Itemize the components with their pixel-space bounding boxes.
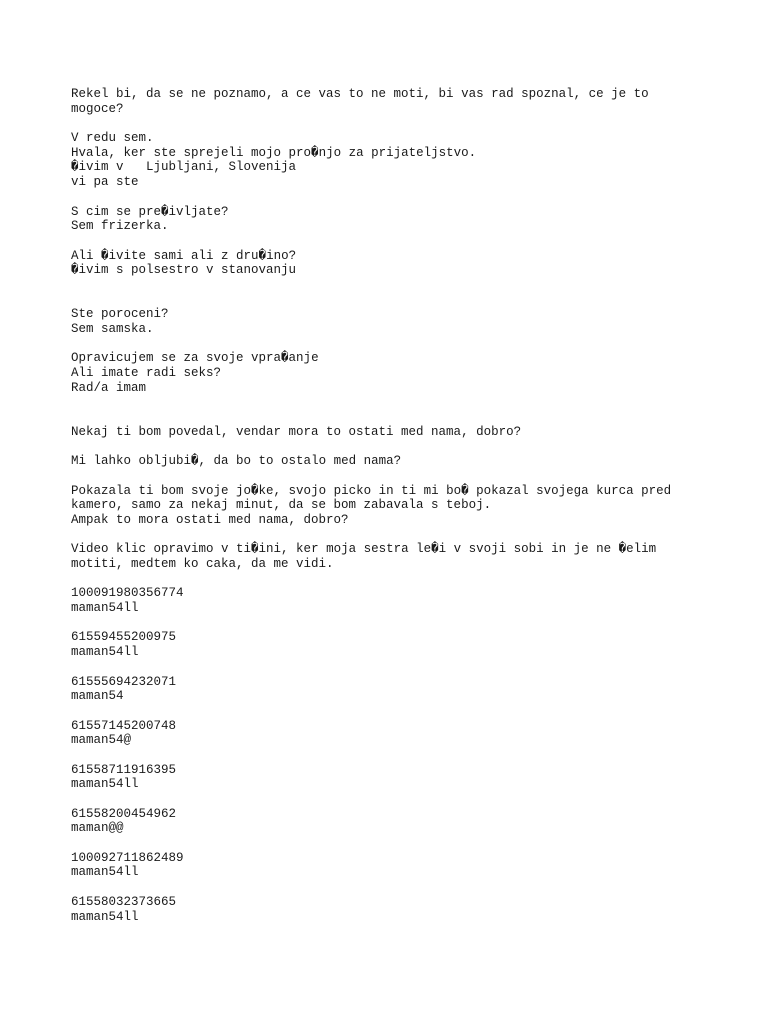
text-line: maman54@ [71, 733, 132, 748]
text-line [71, 440, 731, 455]
text-line: 100092711862489 [71, 850, 184, 865]
text-line: Sem samska. [71, 322, 154, 336]
text-line [71, 410, 731, 425]
text-line: motiti, medtem ko caka, da me vidi. [71, 557, 334, 571]
text-line: maman54ll [71, 601, 139, 616]
text-line [71, 469, 731, 484]
text-line [71, 395, 731, 410]
text-line [71, 234, 731, 249]
text-line: Ali imate radi seks? [71, 366, 222, 381]
text-line [71, 190, 731, 205]
text-line [71, 792, 731, 807]
text-line: Mi lahko obljubi�, da bo to ostalo med nama? [71, 454, 402, 469]
text-line: �ivim v Ljubljani, Slovenija [71, 160, 297, 175]
text-line: Rad/a imam [71, 380, 147, 395]
text-line: maman54ll [71, 865, 139, 880]
text-line [71, 880, 731, 895]
text-line: Opravicujem se za svoje vpra�anje [71, 351, 319, 366]
text-line: Ste poroceni? [71, 307, 169, 322]
text-line [71, 836, 731, 851]
text-line: maman54ll [71, 777, 139, 792]
text-line [71, 337, 731, 352]
text-line: maman54ll [71, 909, 139, 924]
text-line: 100091980356774 [71, 586, 184, 601]
text-line: Hvala, ker ste sprejeli mojo pro�njo za prijateljstvo. [71, 145, 477, 160]
text-line: maman54ll [71, 645, 139, 660]
text-line [71, 748, 731, 763]
text-line: S cim se pre�ivljate? [71, 204, 229, 219]
text-line: 61558711916395 [71, 762, 177, 777]
text-line: maman@@ [71, 821, 124, 836]
text-line [71, 704, 731, 719]
text-line: 61555694232071 [71, 674, 177, 689]
text-line [71, 616, 731, 631]
text-line: 61559455200975 [71, 630, 177, 645]
text-line: Sem frizerka. [71, 219, 169, 234]
text-line: Ampak to mora ostati med nama, dobro? [71, 512, 349, 527]
text-line [71, 116, 731, 131]
text-line [71, 278, 731, 293]
text-line: 61558032373665 [71, 894, 177, 909]
text-line: 61557145200748 [71, 718, 177, 733]
text-line: Nekaj ti bom povedal, vendar mora to ostati med nama, dobro? [71, 424, 522, 439]
text-line [71, 293, 731, 308]
document-page [71, 87, 731, 924]
text-line: 61558200454962 [71, 806, 177, 821]
text-line: kamero, samo za nekaj minut, da se bom zabavala s teboj. [71, 498, 492, 513]
text-line: Video klic opravimo v ti�ini, ker moja sestra le�i v svoji sobi in je ne �elim [71, 542, 657, 557]
text-line: Pokazala ti bom svoje jo�ke, svojo picko in ti mi bo� pokazal svojega kurca pred [71, 483, 672, 498]
text-line: mogoce? [71, 101, 124, 116]
text-line: Ali �ivite sami ali z dru�ino? [71, 248, 297, 263]
text-line [71, 660, 731, 675]
text-line [71, 528, 731, 543]
text-line [71, 572, 731, 587]
text-line: �ivim s polsestro v stanovanju [71, 263, 297, 278]
text-line: vi pa ste [71, 175, 139, 190]
text-line: V redu sem. [71, 131, 154, 146]
text-line: maman54 [71, 689, 124, 704]
text-line: Rekel bi, da se ne poznamo, a ce vas to ne moti, bi vas rad spoznal, ce je to [71, 87, 649, 101]
